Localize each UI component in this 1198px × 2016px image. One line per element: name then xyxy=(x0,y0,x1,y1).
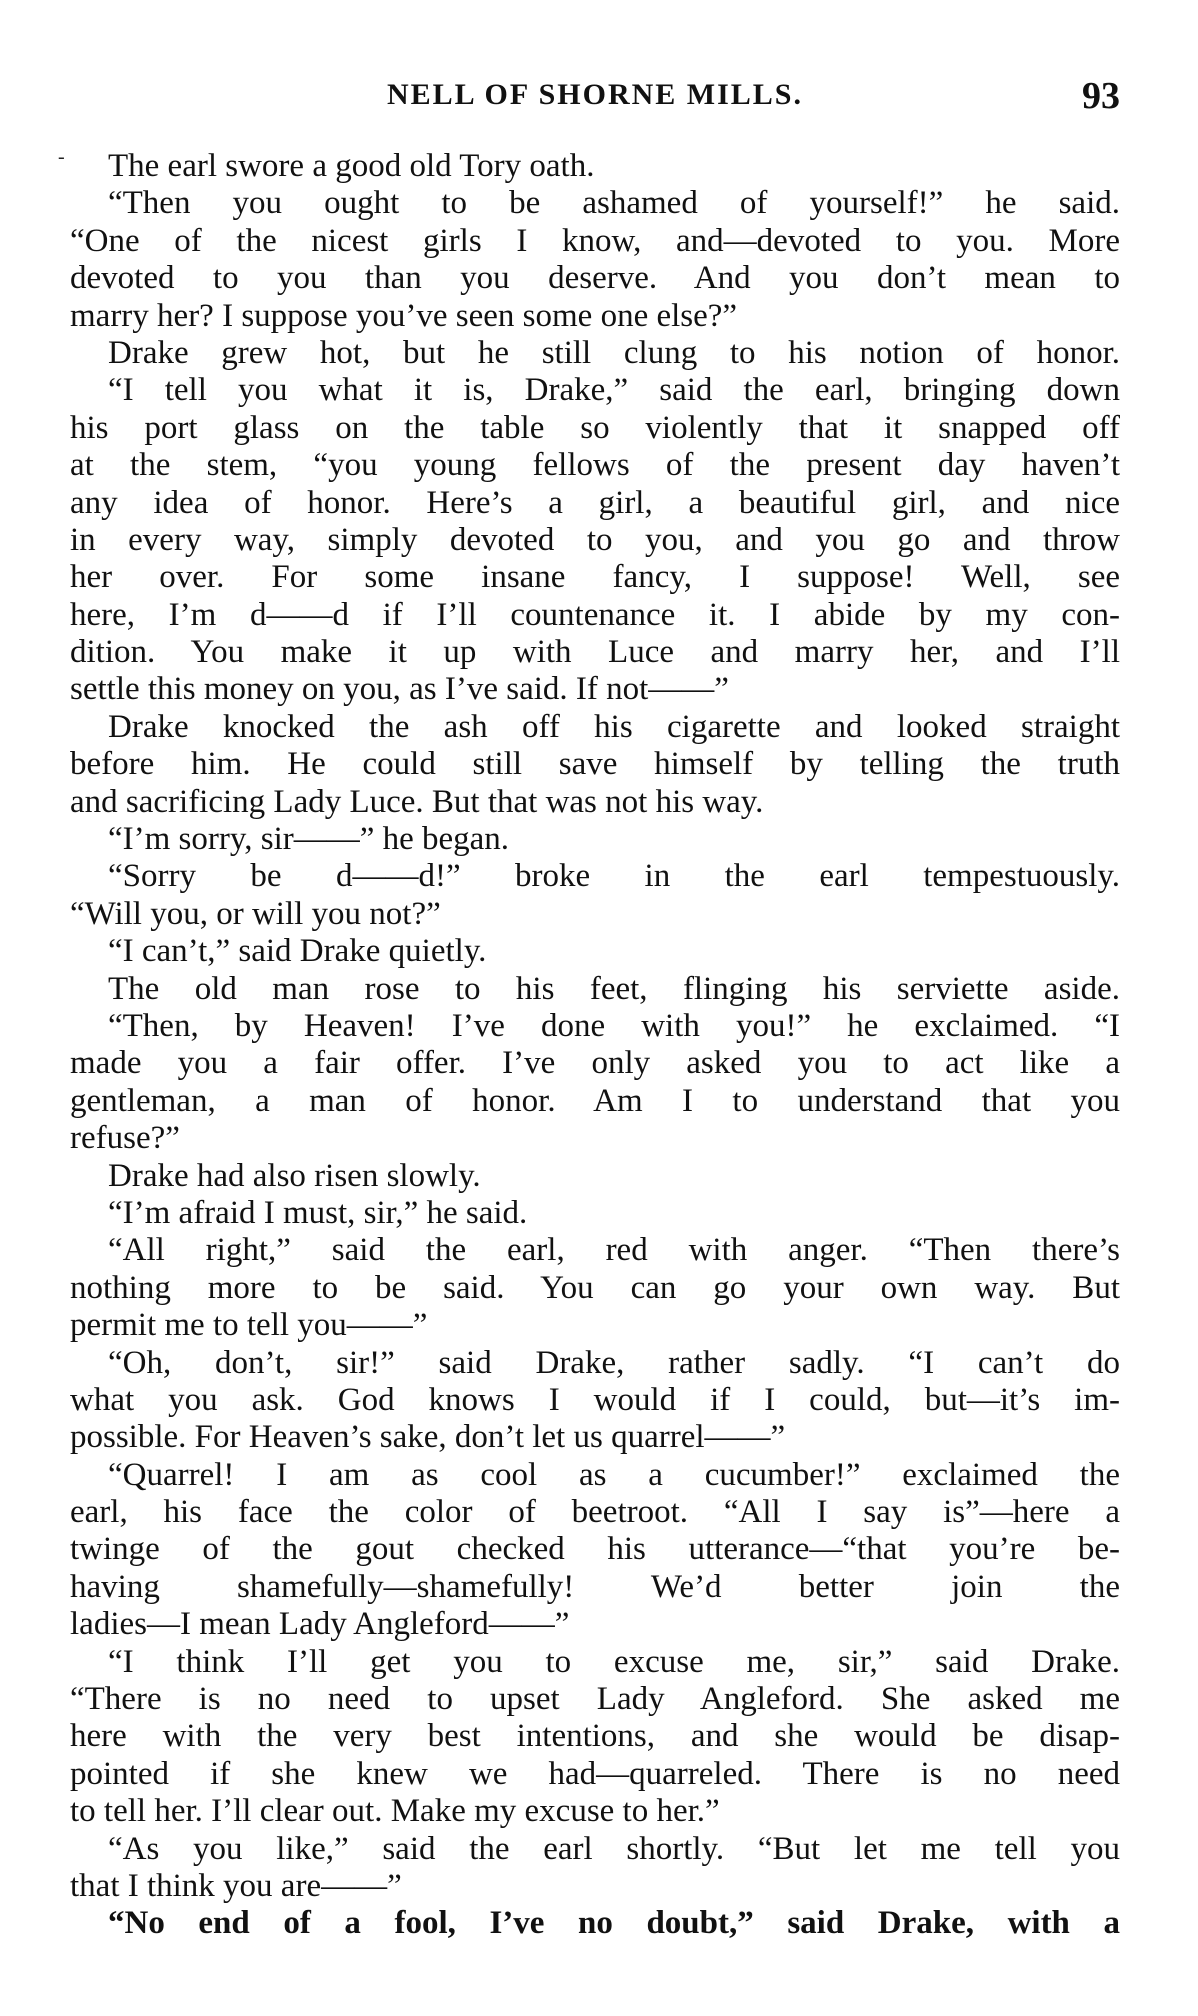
text-line: his port glass on the table so violently that it snapped off xyxy=(70,409,1120,446)
text-line: made you a fair offer. I’ve only asked you to act like a xyxy=(70,1045,1120,1082)
text-line: here with the very best intentions, and she would be disap- xyxy=(70,1718,1120,1755)
running-head xyxy=(70,75,1120,118)
text-line: gentleman, a man of honor. Am I to understand that you xyxy=(70,1082,1120,1119)
text-line: “Quarrel! I am as cool as a cucumber!” exclaimed the xyxy=(108,1456,1120,1493)
text-line: marry her? I suppose you’ve seen some one else?” xyxy=(70,297,738,334)
text-line: “One of the nicest girls I know, and—devoted to you. More xyxy=(70,222,1120,259)
text-line: “Oh, don’t, sir!” said Drake, rather sadly. “I can’t do xyxy=(108,1344,1120,1381)
text-line: dition. You make it up with Luce and marry her, and I’ll xyxy=(70,634,1120,671)
running-title: NELL OF SHORNE MILLS. xyxy=(387,78,803,111)
text-line: “I think I’ll get you to excuse me, sir,” said Drake. xyxy=(108,1643,1120,1680)
text-line: “I’m afraid I must, sir,” he said. xyxy=(108,1194,528,1231)
text-line: “No end of a fool, I’ve no doubt,” said Drake, with a xyxy=(108,1905,1120,1942)
print-mark: - xyxy=(58,146,65,168)
text-line: Drake had also risen slowly. xyxy=(108,1157,481,1194)
text-line: possible. For Heaven’s sake, don’t let us quarrel——” xyxy=(70,1419,786,1456)
text-line: nothing more to be said. You can go your own way. But xyxy=(70,1269,1120,1306)
text-line: before him. He could still save himself by telling the truth xyxy=(70,746,1120,783)
text-line: pointed if she knew we had—quarreled. There is no need xyxy=(70,1755,1120,1792)
text-line: any idea of honor. Here’s a girl, a beautiful girl, and nice xyxy=(70,484,1120,521)
body-text xyxy=(70,148,1120,1943)
text-line: devoted to you than you deserve. And you don’t mean to xyxy=(70,260,1120,297)
text-line: in every way, simply devoted to you, and you go and throw xyxy=(70,521,1120,558)
page-number: 93 xyxy=(1082,75,1120,117)
text-line: here, I’m d——d if I’ll countenance it. I abide by my con- xyxy=(70,596,1120,633)
text-line: at the stem, “you young fellows of the present day haven’t xyxy=(70,447,1120,484)
text-line: to tell her. I’ll clear out. Make my excuse to her.” xyxy=(70,1793,720,1830)
text-line: The earl swore a good old Tory oath. xyxy=(108,148,595,184)
text-line: what you ask. God knows I would if I could, but—it’s im- xyxy=(70,1381,1120,1418)
text-line: “Will you, or will you not?” xyxy=(70,895,441,932)
text-line: Drake grew hot, but he still clung to his notion of honor. xyxy=(108,334,1120,371)
text-line: ladies—I mean Lady Angleford——” xyxy=(70,1606,570,1643)
text-line: “Then, by Heaven! I’ve done with you!” he exclaimed. “I xyxy=(108,1007,1120,1044)
text-line: “I tell you what it is, Drake,” said the earl, bringing down xyxy=(108,372,1120,409)
text-line: refuse?” xyxy=(70,1120,180,1157)
text-line: having shamefully—shamefully! We’d better join the xyxy=(70,1568,1120,1605)
text-line: “There is no need to upset Lady Angleford. She asked me xyxy=(70,1681,1120,1718)
text-line: permit me to tell you——” xyxy=(70,1307,428,1344)
text-line: and sacrificing Lady Luce. But that was not his way. xyxy=(70,783,764,820)
text-line: Drake knocked the ash off his cigarette and looked straight xyxy=(108,708,1120,745)
text-line: “All right,” said the earl, red with anger. “Then there’s xyxy=(108,1232,1120,1269)
text-line: “Sorry be d——d!” broke in the earl tempestuously. xyxy=(108,858,1120,895)
text-line: settle this money on you, as I’ve said. If not——” xyxy=(70,671,729,708)
text-line: earl, his face the color of beetroot. “All I say is”—here a xyxy=(70,1494,1120,1531)
text-line: twinge of the gout checked his utterance—“that you’re be- xyxy=(70,1531,1120,1568)
text-line: her over. For some insane fancy, I suppose! Well, see xyxy=(70,559,1120,596)
text-line: “I can’t,” said Drake quietly. xyxy=(108,933,487,970)
text-line: The old man rose to his feet, flinging his serviette aside. xyxy=(108,970,1120,1007)
text-line: “Then you ought to be ashamed of yourself!” he said. xyxy=(108,185,1120,222)
text-line: that I think you are——” xyxy=(70,1867,402,1904)
text-line: “As you like,” said the earl shortly. “But let me tell you xyxy=(108,1830,1120,1867)
text-line: “I’m sorry, sir——” he began. xyxy=(108,821,510,858)
